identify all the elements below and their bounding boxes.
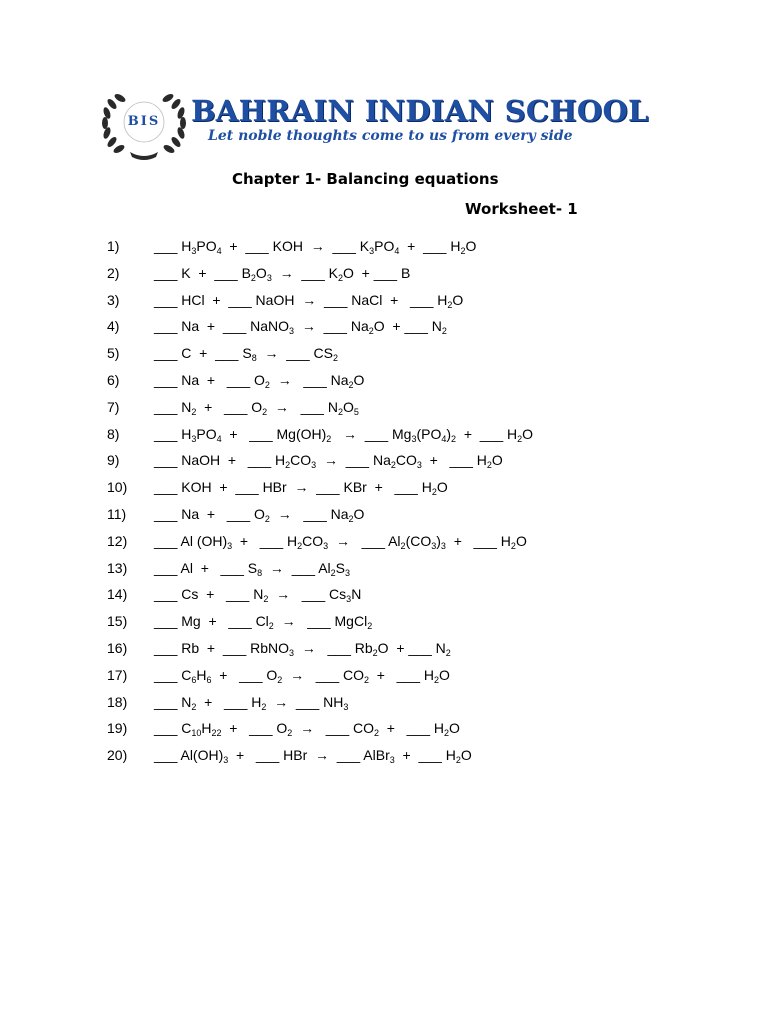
- equation-row: [0, 560, 768, 582]
- equation-row: [0, 694, 768, 716]
- equation-row: [0, 426, 768, 448]
- equation-row: [0, 533, 768, 555]
- equation-row: [0, 345, 768, 367]
- equation-number: 2): [107, 265, 120, 281]
- equation-text: ___ Mg + ___ $Cl_2$ → ___ MgCl$_2$: [154, 613, 373, 631]
- equation-number: 3): [107, 292, 120, 308]
- equation-text: ___ $H_3PO_4$ + ___ KOH → ___ $K_3PO_4$ + ___ $H_2O$: [154, 238, 477, 256]
- equation-number: 11): [107, 506, 127, 522]
- equation-text: ___ $N_2$ + ___ $H_2$ → ___ $NH_3$: [154, 694, 349, 712]
- equation-text: ___ Rb + ___ RbNO$_3$ → ___ $Rb_2O$ + ___ $N_2$: [154, 640, 451, 658]
- equation-text: ___ Al + ___ $S_8$ → ___ $Al_2S_3$: [154, 560, 351, 578]
- equation-row: [0, 506, 768, 528]
- equation-row: [0, 747, 768, 769]
- equation-text: ___ $C_{10}H_{22}$ + ___ $O_2$ → ___ $CO_2$ + ___ $H_2O$: [154, 720, 460, 738]
- equation-row: [0, 720, 768, 742]
- equation-row: [0, 586, 768, 608]
- equation-number: 18): [107, 694, 128, 710]
- equation-number: 5): [107, 345, 120, 361]
- equation-row: [0, 613, 768, 635]
- equation-row: [0, 292, 768, 314]
- equation-number: 15): [107, 613, 128, 629]
- equation-text: ___ Na + ___ $O_2$ → ___ $Na_2O$: [154, 372, 365, 390]
- equation-number: 8): [107, 426, 120, 442]
- equation-number: 16): [107, 640, 128, 656]
- equation-row: [0, 479, 768, 501]
- equation-number: 9): [107, 452, 120, 468]
- equation-row: [0, 318, 768, 340]
- school-name: BAHRAIN INDIAN SCHOOL: [191, 94, 649, 128]
- equation-text: ___ HCl + ___ NaOH → ___ NaCl + ___ $H_2O$: [154, 292, 464, 310]
- equation-text: ___ $N_2$ + ___ $O_2$ → ___ $N_2O_5$: [154, 399, 359, 417]
- equation-row: [0, 667, 768, 689]
- equation-number: 7): [107, 399, 120, 415]
- logo-text: BIS: [127, 114, 161, 129]
- equation-number: 17): [107, 667, 128, 683]
- equation-number: 12): [107, 533, 128, 549]
- equation-text: ___ $H_3PO_4$ + ___ $Mg(OH)_2$ → ___ $Mg_3(PO_4)_2$ + ___ $H_2O$: [154, 426, 534, 444]
- equation-row: [0, 640, 768, 662]
- equation-text: ___ KOH + ___ HBr → ___ KBr + ___ $H_2O$: [154, 479, 448, 497]
- equation-row: [0, 399, 768, 421]
- equation-text: ___ Na + ___ NaNO$_3$ → ___ $Na_2O$ + ___ $N_2$: [154, 318, 447, 336]
- equation-number: 20): [107, 747, 128, 763]
- equation-text: ___ Na + ___ $O_2$ → ___ $Na_2O$: [154, 506, 365, 524]
- equation-number: 13): [107, 560, 128, 576]
- equation-text: ___ K + ___ $B_2O_3$ → ___ $K_2O$ + ___ B: [154, 265, 411, 283]
- equation-number: 1): [107, 238, 120, 254]
- equation-number: 4): [107, 318, 120, 334]
- school-motto: Let noble thoughts come to us from every side: [208, 128, 573, 144]
- equation-row: [0, 238, 768, 260]
- equation-number: 6): [107, 372, 120, 388]
- equation-text: ___ Al $(OH)_3$ + ___ $H_2CO_3$ → ___ $Al_2(CO_3)_3$ + ___ $H_2O$: [154, 533, 527, 551]
- equation-text: ___ NaOH + ___ $H_2CO_3$ → ___ $Na_2CO_3$ + ___ $H_2O$: [154, 452, 503, 470]
- equation-row: [0, 265, 768, 287]
- equation-number: 10): [107, 479, 128, 495]
- chapter-title: Chapter 1- Balancing equations: [232, 170, 499, 188]
- equation-text: ___ $C_6H_6$ + ___ $O_2$ → ___ $CO_2$ + ___ $H_2O$: [154, 667, 450, 685]
- equation-text: ___ C + ___ $S_8$ → ___ $CS_2$: [154, 345, 338, 363]
- equation-text: ___ $Al(OH)_3$ + ___ HBr → ___ AlBr$_3$ + ___ $H_2O$: [154, 747, 472, 765]
- equation-row: [0, 372, 768, 394]
- equation-number: 19): [107, 720, 128, 736]
- equation-text: ___ Cs + ___ $N_2$ → ___ $Cs_3N$: [154, 586, 362, 604]
- equation-row: [0, 452, 768, 474]
- equation-number: 14): [107, 586, 128, 602]
- worksheet-label: Worksheet- 1: [465, 200, 578, 218]
